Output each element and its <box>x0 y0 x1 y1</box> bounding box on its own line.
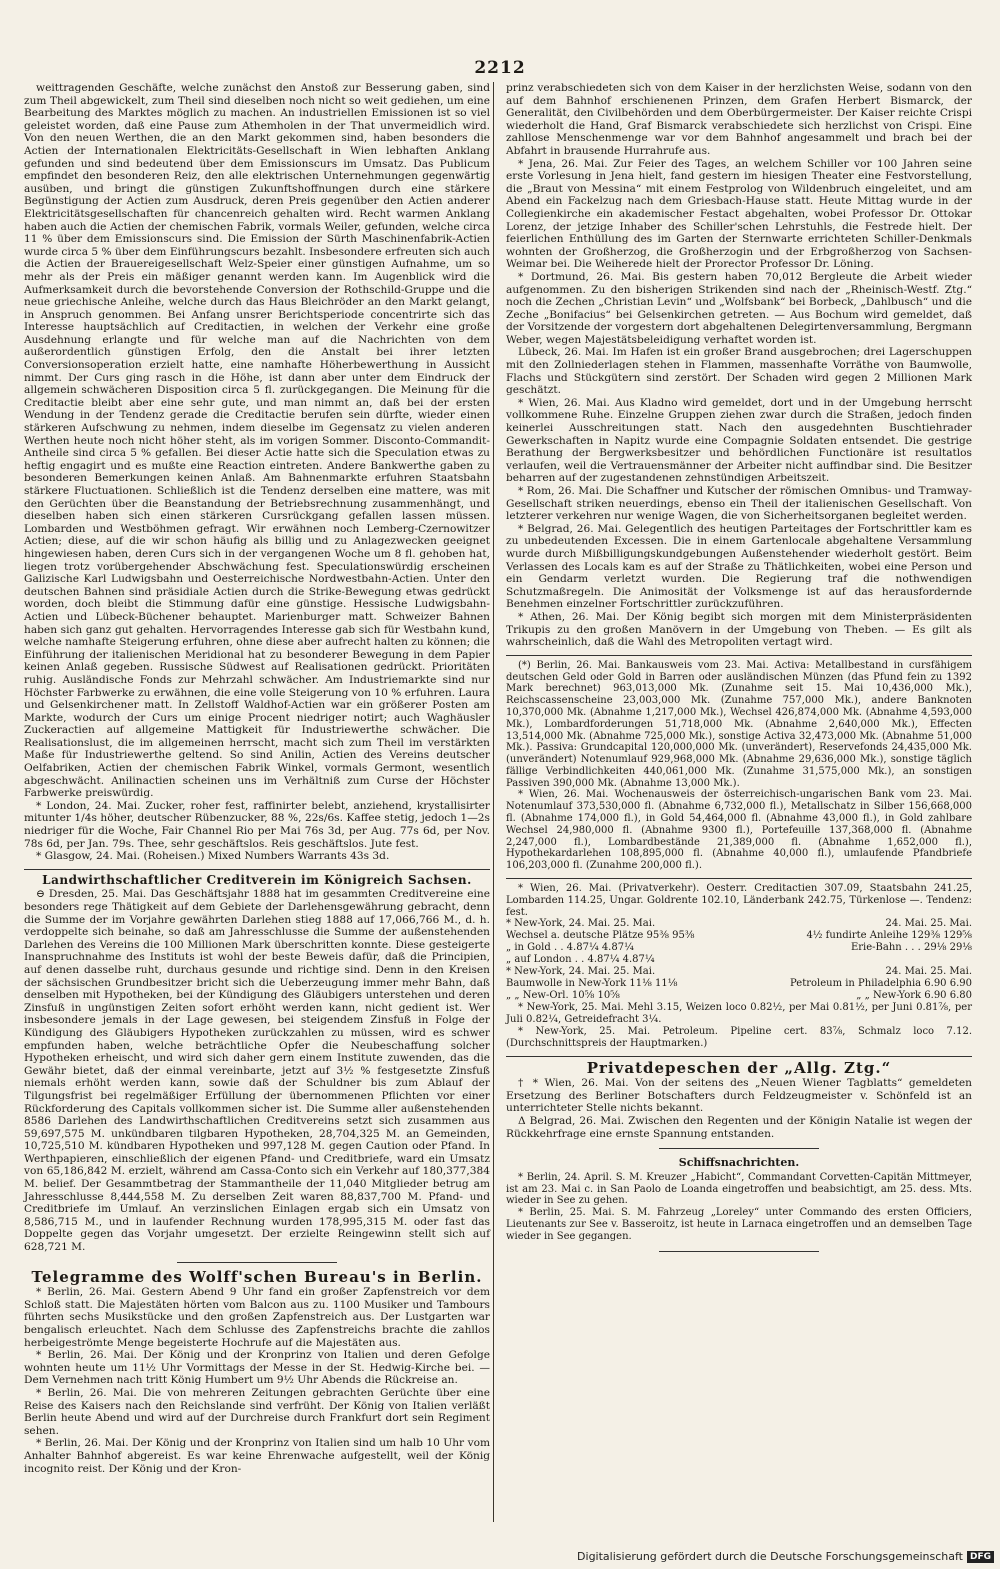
london-report: * London, 24. Mai. Zucker, roher fest, raffinirter belebt, anziehend, krystallisirter mitunter 1/4s höher, deutscher Rübenzucker, 88 %, 22s/6s. Kaffee stetig, jedoch 1—2s niedriger für die Woche, Fair Channel Rio per Mai 76s 3d, per Aug. 77s 6d, per Nov. 78s 6d, per Jan. 79s. Thee, sehr geschäftslos. Reis geschäftslos. Jute fest. <box>24 799 490 850</box>
short-rule <box>659 1148 819 1149</box>
newyork-row: * New-York, 24. Mai. 25. Mai. 24. Mai. 25. Mai. <box>506 918 972 930</box>
telegram-item: * Berlin, 26. Mai. Der König und der Kronprinz von Italien sind um halb 10 Uhr vom Anhalter Bahnhof abgereist. Es war keine Ehrenwache aufgestellt, weil der König incognito reist. Der König und der Kron- <box>24 1437 490 1475</box>
privat-heading: Privatdepeschen der „Allg. Ztg.“ <box>586 1058 892 1077</box>
schiff-item: * Berlin, 25. Mai. S. M. Fahrzeug „Loreley“ unter Commando des ersten Officiers, Lieutenants zur See v. Basseroitz, ist heute in Larnaca eingetroffen und an demselben Tage wieder in See gegangen. <box>506 1207 972 1242</box>
newyork-row: „ in Gold . . 4.87¼ 4.87¼ Erie-Bahn . . . 29⅛ 29⅛ <box>506 942 972 954</box>
telegram-heading: Telegramme des Wolff'schen Bureau's in Berlin. <box>31 1267 483 1286</box>
belgrad-item: * Belgrad, 26. Mai. Gelegentlich des heutigen Parteitages der Fortschrittler kam es zu unbedeutenden Excessen. Die in einem Gartenlocale abgehaltene Versammlung wurde durch Mißbilligungskundgebungen Außenstehender wiederholt gestört. Beim Verlassen des Locals kam es auf der Straße zu Thätlichkeiten, wobei eine Person und ein Gendarm verletzt wurden. Die Regierung traf die nothwendigen Schutzmaßregeln. Die Animosität der Volksmenge ist auf das herausfordernde Benehmen einzelner Fortschrittler zurückzuführen. <box>506 522 972 611</box>
newyork-row: Baumwolle in New-York 11⅛ 11⅛ Petroleum in Philadelphia 6.90 6.90 <box>506 978 972 990</box>
telegram-item: * Berlin, 26. Mai. Die von mehreren Zeitungen gebrachten Gerüchte über eine Reise des Kaisers nach den Reichslande sind verfrüht. Der König von Italien verläßt Berlin heute Abend und wird auf der Durchreise durch Frankfurt dort sein Regiment sehen. <box>24 1386 490 1437</box>
kredit-heading: Landwirthschaftlicher Creditverein im Königreich Sachsen. <box>42 872 472 887</box>
privat-wien: † * Wien, 26. Mai. Von der seitens des „Neuen Wiener Tagblatts“ gemeldeten Ersetzung des Berliner Botschafters durch Feldzeugmeister v. Schönfeld ist an unterrichteter Stelle nichts bekannt. <box>506 1077 972 1115</box>
telegram-item: prinz verabschiedeten sich von dem Kaiser in der herzlichsten Weise, sodann von den auf dem Bahnhof erschienenen Prinzen, dem Grafen Herbert Bismarck, der Generalität, den Civilbehörden und dem Oberbürgermeister. Der Kaiser reichte Crispi wiederholt die Hand, Graf Bismarck verabschiedete sich herzlichst von Crispi. Eine zahllose Menschenmenge war vor dem Bahnhof angesammelt und brach bei der Abfahrt in brausende Hurrahrufe aus. <box>506 82 972 157</box>
schiff-heading: Schiffsnachrichten. <box>678 1156 800 1170</box>
newyork-row: „ „ New-Orl. 10⅝ 10⅝ „ „ New-York 6.90 6.80 <box>506 990 972 1002</box>
footer <box>577 1550 994 1563</box>
market-report: weittragenden Geschäfte, welche zunächst den Anstoß zur Besserung gaben, sind zum Theil abgewickelt, zum Theil sind dieselben noch nicht so weit gediehen, um eine Bearbeitung des Marktes möglich zu machen. An industriellen Emissionen ist so viel geleistet worden, daß eine Pause zum Athemholen in der That unvermeidlich wird. Von den neuen Werthen, die an den Markt gekommen sind, haben besonders die Actien der Internationalen Elektricitäts-Gesellschaft in Wien lebhaften Anklang gefunden und sind bedeutend über dem Emissionscurs im Umsatz. Das Publicum empfindet den besonderen Reiz, den alle elektrischen Unternehmungen gegenwärtig ausüben, und bringt die günstigen Zukunftshoffnungen durch eine stärkere Begünstigung der Actien zum Ausdruck, deren Preis gegenüber den Actien anderer Elektricitätsgesellschaften für chancenreich gehalten wird. Recht warmen Anklang haben auch die Actien der chemischen Fabrik, vormals Weiler, gefunden, welche circa 11 % über dem Emissionscurs sind. Die Emission der Sürth Maschinenfabrik-Actien wurde circa 5 % über dem Einführungscurs bezahlt. Insbesondere erfreuten sich auch die Actien der Brauereigesellschaft Welz-Speier einer günstigen Aufnahme, um so mehr als der Preis ein mäßiger genannt werden kann. Im Augenblick wird die Aufmerksamkeit durch die bevorstehende Conversion der Rothschild-Gruppe und die neue griechische Anleihe, welche durch das Haus Bleichröder an den Markt gelangt, in Anspruch genommen. Bei Anfang unsrer Berichtsperiode concentrirte sich das Interesse hauptsächlich auf Creditactien, in welchen der Verkehr eine große Ausdehnung erlangte und für welche man auf die Nachrichten von dem außerordentlich günstigen Erfolg, den die Anstalt bei ihrer letzten Conversionsoperation erzielt hatte, eine namhafte Höherbewerthung in Aussicht nimmt. Der Curs ging rasch in die Höhe, ist dann aber unter dem Eindruck der allgemein schwächeren Disposition circa 5 fl. zurückgegangen. Die Meinung für die Creditactie bleibt aber eine sehr gute, und man nimmt an, daß bei der ersten Wendung in der Tendenz gerade die Creditactie berufen sein dürfte, wieder einen stärkeren Aufschwung zu nehmen, indem dieselbe im Gegensatz zu vielen anderen Werthen heute noch nicht höher steht, als im vorigen Sommer. Disconto-Commandit-Antheile sind circa 5 % gefallen. Bei dieser Actie hatte sich die Speculation etwas zu heftig engagirt und es mußte eine Reaction eintreten. Andere Bankwerthe gaben zu besonderen Bemerkungen keinen Anlaß. Am Bahnenmarkte erfuhren Staatsbahn stärkere Fluctuationen. Schließlich ist die Tendenz derselben eine mattere, was mit den Gerüchten über die Beanstandung der Betriebsrechnung zusammenhängt, und dieselben haben sich einen stärkeren Cursrückgang gefallen lassen müssen. Lombarden und Westböhmen gefragt. Wir erwähnen noch Lemberg-Czernowitzer Actien; diese, auf die wir schon häufig als billig und zu Anlagezwecken geeignet hingewiesen haben, deren Curs sich in der vergangenen Woche um 8 fl. gehoben hat, liegen trotz vorübergehender Abschwächung fest. Speculationswürdig erscheinen Galizische Karl Ludwigsbahn und Oesterreichische Nordwestbahn-Actien. Unter den deutschen Bahnen sind präsidiale Actien durch die Strike-Bewegung etwas gedrückt worden, doch bleibt die Stimmung dafür eine günstige. Hessische Ludwigsbahn-Actien und Lübeck-Büchener behauptet. Marienburger matt. Schweizer Bahnen haben sich ganz gut gehalten. Hervorragendes Interesse gab sich für Westbahn kund, welche namhafte Steigerung erfuhren, ohne diese aber aufrecht halten zu können; die Einführung der italienischen Meridional hat zu besonderer Bewegung in dem Papier keinen Anlaß gegeben. Russische Südwest auf Realisationen gedrückt. Prioritäten ruhig. Ausländische Fonds zur Mehrzahl schwächer. Am Industriemarkte sind nur Höchster Farbwerke zu erwähnen, die eine volle Steigerung von 10 % erfuhren. Laura und Gelsenkirchener matt. In Zellstoff Waldhof-Actien war ein größerer Posten am Markte, wodurch der Curs um einige Procent niedriger notirt; auch Waghäusler Zuckeractien auf allgemeine Mattigkeit für Industriewerthe schwächer. Die Realisationslust, die im allgemeinen herrscht, macht sich zum Theil im verstärkten Maße für Industriewerthe geltend. So sind Anilin, Actien des Vereins deutscher Oelfabriken, Actien der chemischen Fabrik Winkel, vormals Germont, wesentlich abgeschwächt. Anilinactien scheinen uns im Verhältniß zum Curse der Höchster Farbwerke preiswürdig. <box>24 82 490 800</box>
right-column <box>506 82 972 1260</box>
page-number: 2212 <box>474 58 526 78</box>
schiff-item: * Berlin, 24. April. S. M. Kreuzer „Habicht“, Commandant Corvetten-Capitän Mittmeyer, ist am 23. Mai c. in San Paolo de Loanda eingetroffen und beabsichtigt, am 25. dess. Mts. wieder in See zu gehen. <box>506 1171 972 1207</box>
bank-wien: * Wien, 26. Mai. Wochenausweis der österreichisch-ungarischen Bank vom 23. Mai. Notenumlauf 373,530,000 fl. (Abnahme 6,732,000 fl.), Metallschatz in Silber 156,668,000 fl. (Abnahme 174,000 fl.), in Gold 54,464,000 fl. (Abnahme 43,000 fl.), in Gold zahlbare Wechsel 24,980,000 fl. (Abnahme 9300 fl.), Portefeuille 137,368,000 fl. (Abnahme 2,247,000 fl.), Lombardbestände 21,389,000 fl. (Abnahme 1,652,000 fl.), Hypothekardarlehen 108,895,000 fl. (Abnahme 40,000 fl.), umlaufende Pfandbriefe 106,203,000 fl. (Zunahme 200,000 fl.). <box>506 789 972 872</box>
dfg-logo: DFG <box>967 1551 994 1563</box>
section-rule <box>24 869 490 870</box>
wien-item: * Wien, 26. Mai. Aus Kladno wird gemeldet, dort und in der Umgebung herrscht vollkommene Ruhe. Einzelne Gruppen ziehen zwar durch die Straßen, jedoch finden keinerlei Ausschreitungen statt. Nach den ausgedehnten Buschtiehrader Gewerkschaften in Napitz wurde eine Compagnie Soldaten entsendet. Die gestrige Berathung der Bergwerksbesitzer und behördlichen Functionäre ist resultatlos verlaufen, weil die Vertrauensmänner der Arbeiter nicht auffindbar sind. Die Besitzer beharren auf der zugestandenen zehnstündigen Arbeitszeit. <box>506 396 972 485</box>
newyork-row: * New-York, 24. Mai. 25. Mai. 24. Mai. 25. Mai. <box>506 966 972 978</box>
newyork-table <box>506 918 972 1002</box>
glasgow-report: * Glasgow, 24. Mai. (Roheisen.) Mixed Numbers Warrants 43s 3d. <box>36 850 390 863</box>
athen-item: * Athen, 26. Mai. Der König begibt sich morgen mit dem Ministerpräsidenten Trikupis zu den großen Manövern in der Umgebung von Theben. — Es gilt als wahrscheinlich, daß die Wahl des Metropoliten vertagt wird. <box>506 610 972 649</box>
section-rule <box>506 655 972 656</box>
jena-item: * Jena, 26. Mai. Zur Feier des Tages, an welchem Schiller vor 100 Jahren seine erste Vorlesung in Jena hielt, fand gestern im hiesigen Theater eine Festvorstellung, die „Braut von Messina“ mit einem Festprolog von Wildenbruch eingeleitet, und am Abend ein Fackelzug nach dem Griesbach-Hause statt. Heute Mittag wurde in der Collegienkirche ein akademischer Festact abgehalten, wobei Professor Dr. Ottokar Lorenz, der jetzige Inhaber des Schiller'schen Lehrstuhls, die Festrede hielt. Der feierlichen Enthüllung des im Garten der Sternwarte errichteten Schiller-Denkmals wohnten der Großherzog, die Großherzogin und der Erbgroßherzog von Sachsen-Weimar bei. Die Weiherede hielt der Prorector Professor Dr. Löning. <box>506 157 972 271</box>
newyork-row: „ auf London . . 4.87¼ 4.87¼ <box>506 954 655 966</box>
kredit-article: ⊖ Dresden, 25. Mai. Das Geschäftsjahr 1888 hat im gesammten Creditvereine eine besonders rege Thätigkeit auf dem Gebiete der Darlehensgewährung gebracht, denn die Summe der im Vorjahre gewährten Darlehen stieg 1888 auf 17,066,766 M., d. h. verdoppelte sich beinahe, so daß am Jahresschlusse die Summe der außenstehenden Darlehen des Vereins die 100 Millionen Mark überschritten konnte. Diese gesteigerte Inanspruchnahme des Instituts ist wohl der beste Beweis dafür, daß die Principien, auf denen dasselbe ruht, durchaus gesunde und richtige sind. Denn in den Kreisen der sächsischen Grundbesitzer bricht sich die Ueberzeugung immer mehr Bahn, daß denselben mit Hypotheken, bei der Kündigung des Gläubigers unterstehen und deren Zinsfuß in ungünstigen Zeiten sofort erhöht werden kann, nicht gedient ist. Wer insbesondere jemals in der Lage gewesen, bei steigendem Zinsfuß in Folge der Kündigung des Gläubigers Hypotheken zurückzahlen zu müssen, wird es schwer empfunden haben, welche beträchtliche Opfer die Neubeschaffung solcher Hypotheken erheischt, und wird sich daher gern einem Institute zuwenden, das die Gewähr bietet, daß der einmal vereinbarte, jetzt auf 3½ % festgesetzte Zinsfuß niemals erhöht werden kann, sowie daß der Schuldner bis zum Ablauf der Tilgungsfrist bei regelmäßiger Erfüllung der übernommenen Pflichten vor einer Rückforderung des Capitals vollkommen sicher ist. Die Summe aller außenstehenden 8586 Darlehen des Landwirthschaftlichen Creditvereins setzt sich zusammen aus 59,697,575 M. unkündbaren tilgbaren Hypotheken, 28,704,325 M. an Gemeinden, 10,725,510 M. kündbaren Hypotheken und 997,128 M. gegen Caution oder Pfand. In Werthpapieren, einschließlich der eigenen Pfand- und Creditbriefe, ward ein Umsatz von 65,186,842 M. erzielt, während am Cassa-Conto sich ein Verkehr auf 180,377,384 M. belief. Der Gesammtbetrag der Stammantheile der 11,040 Mitglieder betrug am Jahresschlusse 8,444,558 M. Zu derselben Zeit waren 88,837,700 M. Pfand- und Creditbriefe im Umlauf. An verzinslichen Einlagen ergab sich ein Umsatz von 8,586,715 M., und in laufender Rechnung wurden 178,995,315 M. oder fast das Doppelte gegen das Vorjahr umgesetzt. Der erzielte Reingewinn stellt sich auf 628,721 M. <box>24 888 490 1254</box>
column-divider <box>493 82 494 1522</box>
telegram-item: * Berlin, 26. Mai. Gestern Abend 9 Uhr fand ein großer Zapfenstreich vor dem Schloß statt. Die Majestäten hörten vom Balcon aus zu. 1100 Musiker und Tambours führten sechs Musikstücke und den großen Zapfenstreich aus. Der Lustgarten war bengalisch erleuchtet. Nach dem Schlusse des Zapfenstreichs brachte die zahllos herbeigeströmte Menge begeisterte Hochrufe auf die Majestäten aus. <box>24 1286 490 1349</box>
short-rule <box>177 1262 337 1263</box>
dortmund-item: * Dortmund, 26. Mai. Bis gestern haben 70,012 Bergleute die Arbeit wieder aufgenommen. Zu den bisherigen Strikenden sind nach der „Rheinisch-Westf. Ztg.“ noch die Zechen „Christian Levin“ und „Wolfsbank“ bei Borbeck, „Dahlbusch“ und die Zeche „Bonifacius“ bei Gelsenkirchen getreten. — Aus Bochum wird gemeldet, daß der Vorsitzende der vorgestern dort abgehaltenen Delegirtenversammlung, Bergmann Weber, wegen Majestätsbeleidigung verhaftet worden ist. <box>506 270 972 346</box>
newyork-petroleum: * New-York, 25. Mai. Petroleum. Pipeline cert. 83⅞, Schmalz loco 7.12. (Durchschnittspreis der Hauptmarken.) <box>506 1026 972 1049</box>
privat-belgrad: Δ Belgrad, 26. Mai. Zwischen den Regenten und der Königin Natalie ist wegen der Rückkehrfrage eine ernste Spannung entstanden. <box>506 1115 972 1140</box>
footer-text: Digitalisierung gefördert durch die Deutsche Forschungsgemeinschaft <box>577 1550 963 1563</box>
section-rule <box>506 878 972 879</box>
telegram-item: * Berlin, 26. Mai. Der König und der Kronprinz von Italien und deren Gefolge wohnten heute um 11½ Uhr Vormittags der Messe in der St. Hedwig-Kirche bei. — Dem Vernehmen nach tritt König Humbert um 9½ Uhr Abends die Rückreise an. <box>24 1349 490 1387</box>
left-column <box>24 82 490 1475</box>
short-rule <box>659 1251 819 1252</box>
section-rule <box>506 1056 972 1057</box>
luebeck-item: Lübeck, 26. Mai. Im Hafen ist ein großer Brand ausgebrochen; drei Lagerschuppen mit den Zollniederlagen stehen in Flammen, massenhafte Vorräthe von Baumwolle, Flachs und Stückgütern sind zerstört. Der Schaden wird gegen 2 Millionen Mark geschätzt. <box>506 346 972 397</box>
rom-item: * Rom, 26. Mai. Die Schaffner und Kutscher der römischen Omnibus- und Tramway-Gesellschaft striken neuerdings, ebenso ein Theil der italienischen Gesellschaft. Von letzterer verkehren nur wenige Wagen, die von Sicherheitsorganen begleitet werden. <box>506 485 972 523</box>
wien-privat: * Wien, 26. Mai. (Privatverkehr). Oesterr. Creditactien 307.09, Staatsbahn 241.25, Lombarden 114.25, Ungar. Goldrente 102.10, Länderbank 242.75, Türkenlose —. Tendenz: fest. <box>506 883 972 918</box>
newyork-grain: * New-York, 25. Mai. Mehl 3.15, Weizen loco 0.82½, per Mai 0.81½, per Juni 0.81⅞, per Juli 0.82¼, Getreidefracht 3¼. <box>506 1002 972 1026</box>
newyork-row: Wechsel a. deutsche Plätze 95⅜ 95⅜ 4½ fundirte Anleihe 129⅜ 129⅝ <box>506 930 972 942</box>
bank-berlin: (*) Berlin, 26. Mai. Bankausweis vom 23. Mai. Activa: Metallbestand in cursfähigem deutschen Geld oder Gold in Barren oder ausländischen Münzen (das Pfund fein zu 1392 Mark berechnet) 963,013,000 Mk. (Zunahme seit 15. Mai 10,436,000 Mk.), Reichscassenscheine 23,003,000 Mk. (Zunahme 757,000 Mk.), andere Banknoten 10,370,000 Mk. (Abnahme 1,217,000 Mk.), Wechsel 426,874,000 Mk. (Abnahme 4,593,000 Mk.), Lombardforderungen 51,718,000 Mk. (Abnahme 2,640,000 Mk.), Effecten 13,514,000 Mk. (Abnahme 725,000 Mk.), sonstige Activa 32,473,000 Mk. (Abnahme 51,000 Mk.). Passiva: Grundcapital 120,000,000 Mk. (unverändert), Reservefonds 24,435,000 Mk. (unverändert) Notenumlauf 929,968,000 Mk. (Abnahme 29,636,000 Mk.), sonstige täglich fällige Verbindlichkeiten 440,061,000 Mk. (Zunahme 31,575,000 Mk.), an sonstigen Passiven 390,000 Mk. (Abnahme 13,000 Mk.). <box>506 659 972 789</box>
